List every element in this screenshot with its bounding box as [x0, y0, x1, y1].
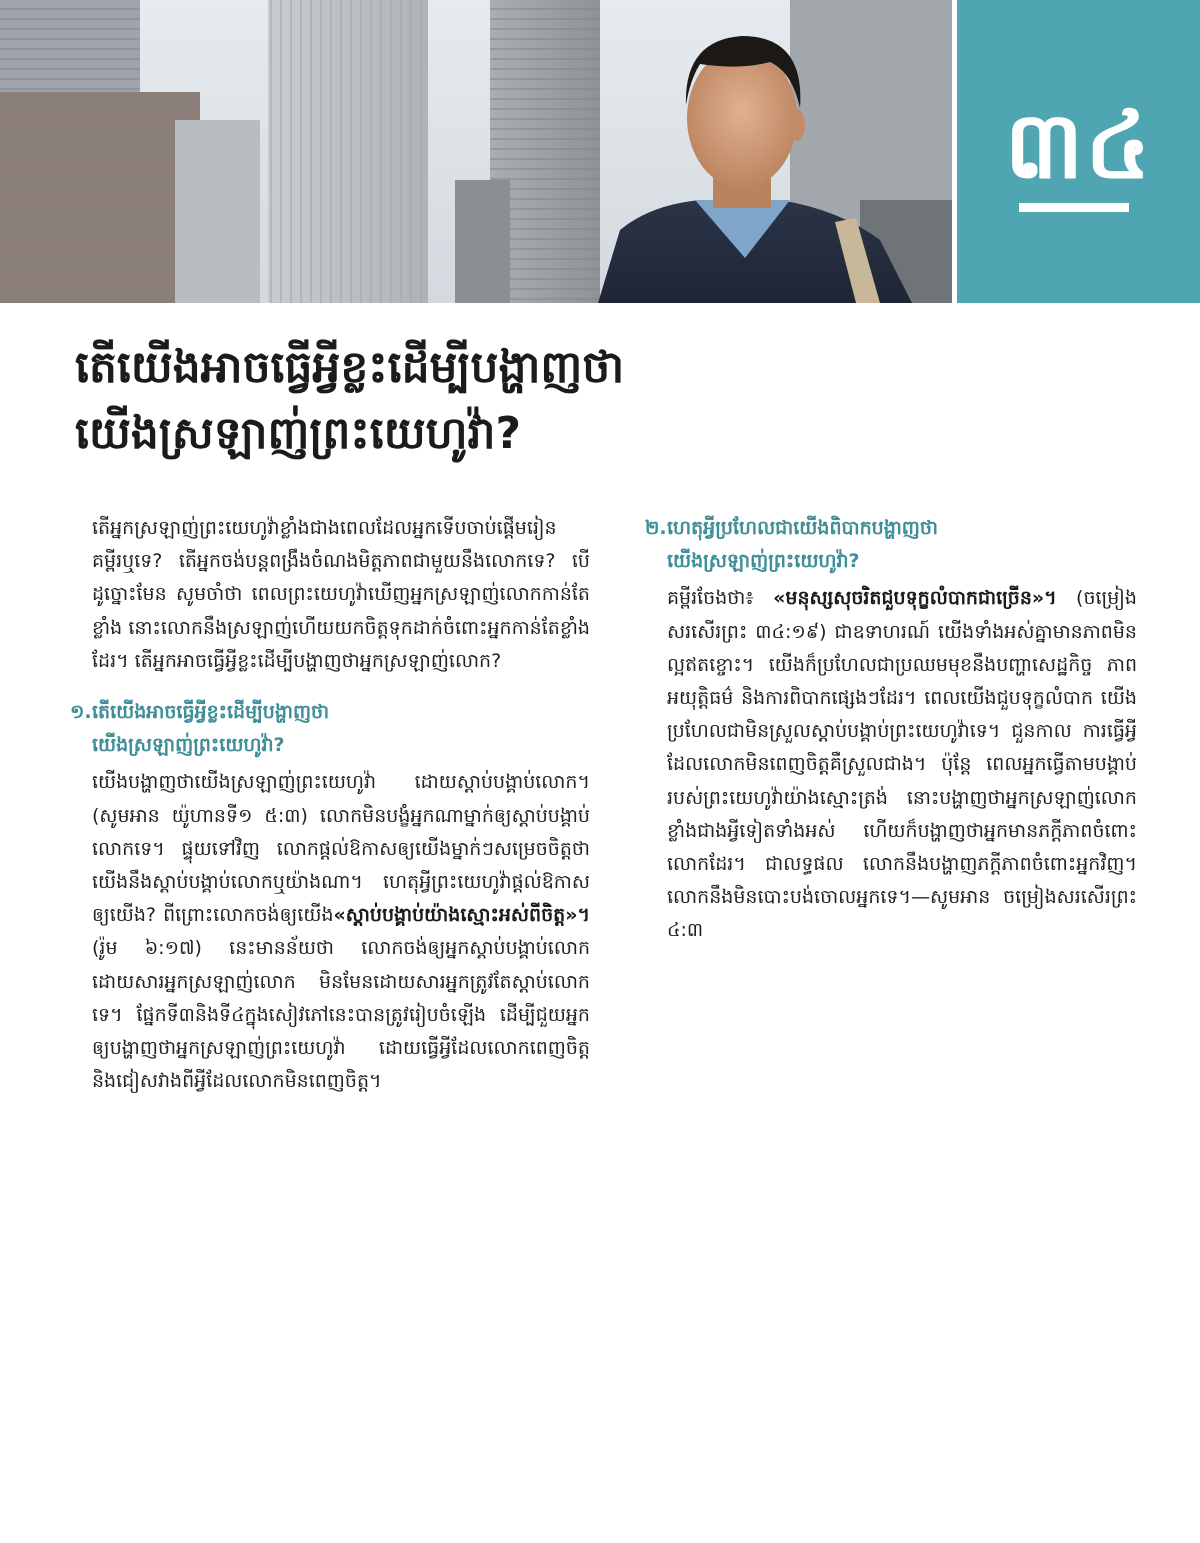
lesson-number-badge	[957, 0, 1200, 303]
title-line-1: តើយើងអាចធ្វើអ្វីខ្លះដើម្បីបង្ហាញថា	[75, 342, 625, 393]
city-man-photo	[0, 0, 952, 303]
section-2-heading-line-1: ហេតុអ្វីប្រហែលជាយើងពិបាកបង្ហាញថា	[667, 517, 938, 539]
intro-paragraph: តើអ្នកស្រឡាញ់ព្រះយេហូវ៉ាខ្លាំងជាងពេលដែលអ្នកទើបចាប់ផ្ដើមរៀនគម្ពីរឬទេ? តើអ្នកចង់បន្តពង្រឹងចំណងមិត្តភាពជាមួយនឹងលោកទេ? បើដូច្នោះមែន សូមចាំថា ពេលព្រះយេហូវ៉ាឃើញអ្នកស្រឡាញ់លោកកាន់តែខ្លាំង នោះលោកនឹងស្រឡាញ់ហើយយកចិត្តទុកដាក់ចំពោះអ្នកកាន់តែខ្លាំងដែរ។ តើអ្នកអាចធ្វើអ្វីខ្លះដើម្បីបង្ហាញថាអ្នកស្រឡាញ់លោក?	[92, 517, 590, 672]
section-2-number: ២.	[645, 517, 667, 539]
lesson-underline	[1019, 203, 1129, 212]
section-2-body-rest: (ចម្រៀងសរសើរព្រះ ៣៤:១៩) ជាឧទាហរណ៍ យើងទាំងអស់គ្នាមានភាពមិនល្អឥតខ្ចោះ។ យើងក៏ប្រហែលជាប្រឈមមុខនឹងបញ្ហាសេដ្ឋកិច្ច ភាពអយុត្តិធម៌ និងការពិបាកផ្សេងៗដែរ។ ពេលយើងជួបទុក្ខលំបាក យើងប្រហែលជាមិនស្រួលស្ដាប់បង្គាប់ព្រះយេហូវ៉ាទេ។ ជួនកាល ការធ្វើអ្វីដែលលោកមិនពេញចិត្តគឺស្រួលជាង។ ប៉ុន្តែ ពេលអ្នកធ្វើតាមបង្គាប់របស់ព្រះយេហូវ៉ាយ៉ាងស្មោះត្រង់ នោះបង្ហាញថាអ្នកស្រឡាញ់លោកខ្លាំងជាងអ្វីទៀតទាំងអស់ ហើយក៏បង្ហាញថាអ្នកមានភក្ដីភាពចំពោះលោកដែរ។ ជាលទ្ធផល លោកនឹងបង្ហាញភក្ដីភាពចំពោះអ្នកវិញ។ លោកនឹងមិនបោះបង់ចោលអ្នកទេ។—សូមអាន ចម្រៀងសរសើរព្រះ ៤:៣	[667, 587, 1137, 942]
section-1-body-part-1: យើងបង្ហាញថាយើងស្រឡាញ់ព្រះយេហូវ៉ា ដោយស្ដាប់បង្គាប់លោក។ (សូមអាន យ៉ូហានទី១ ៥:៣) លោកមិនបង្ខំអ្នកណាម្នាក់ឲ្យស្ដាប់បង្គាប់លោកទេ។ ផ្ទុយទៅវិញ លោកផ្ដល់ឱកាសឲ្យយើងម្នាក់ៗសម្រេចចិត្តថា យើងនឹងស្ដាប់បង្គាប់លោកឬយ៉ាងណា។ ហេតុអ្វីព្រះយេហូវ៉ាផ្ដល់ឱកាសឲ្យយើង? ពីព្រោះលោកចង់ឲ្យយើង	[92, 771, 590, 927]
title-line-2: យើងស្រឡាញ់ព្រះយេហូវ៉ា?	[75, 408, 521, 459]
header-photo	[0, 0, 952, 303]
section-1-body	[70, 766, 590, 1098]
section-2-heading	[645, 512, 1137, 578]
section-1-heading	[70, 696, 590, 762]
section-1-body-part-2: (រ៉ូម ៦:១៧) នេះមានន័យថា លោកចង់ឲ្យអ្នកស្ដាប់បង្គាប់លោក ដោយសារអ្នកស្រឡាញ់លោក មិនមែនដោយសារអ្នកត្រូវតែស្ដាប់លោកទេ។ ផ្នែកទី៣និងទី៤ក្នុងសៀវភៅនេះបានត្រូវរៀបចំឡើង ដើម្បីជួយអ្នកឲ្យបង្ហាញថាអ្នកស្រឡាញ់ព្រះយេហូវ៉ា ដោយធ្វើអ្វីដែលលោកពេញចិត្ត និងជៀសវាងពីអ្វីដែលលោកមិនពេញចិត្ត។	[92, 937, 590, 1093]
section-1-number: ១.	[70, 701, 92, 724]
right-column	[645, 512, 1137, 964]
section-1-heading-line-1: តើយើងអាចធ្វើអ្វីខ្លះដើម្បីបង្ហាញថា	[92, 701, 330, 724]
section-2-scripture-quote: «មនុស្សសុចរិតជួបទុក្ខលំបាកជាច្រើន»។	[773, 587, 1057, 610]
section-2-heading-line-2: យើងស្រឡាញ់ព្រះយេហូវ៉ា?	[667, 550, 860, 573]
lesson-number: ៣៤	[1004, 92, 1153, 199]
section-1-scripture-quote: «ស្ដាប់បង្គាប់យ៉ាងស្មោះអស់ពីចិត្ត»។	[333, 904, 590, 927]
left-column	[70, 512, 590, 1114]
section-1-heading-line-2: យើងស្រឡាញ់ព្រះយេហូវ៉ា?	[92, 734, 285, 757]
section-2-body-lead: គម្ពីរចែងថា៖	[667, 587, 774, 610]
page-title	[75, 335, 1135, 467]
section-2-body	[645, 582, 1137, 947]
